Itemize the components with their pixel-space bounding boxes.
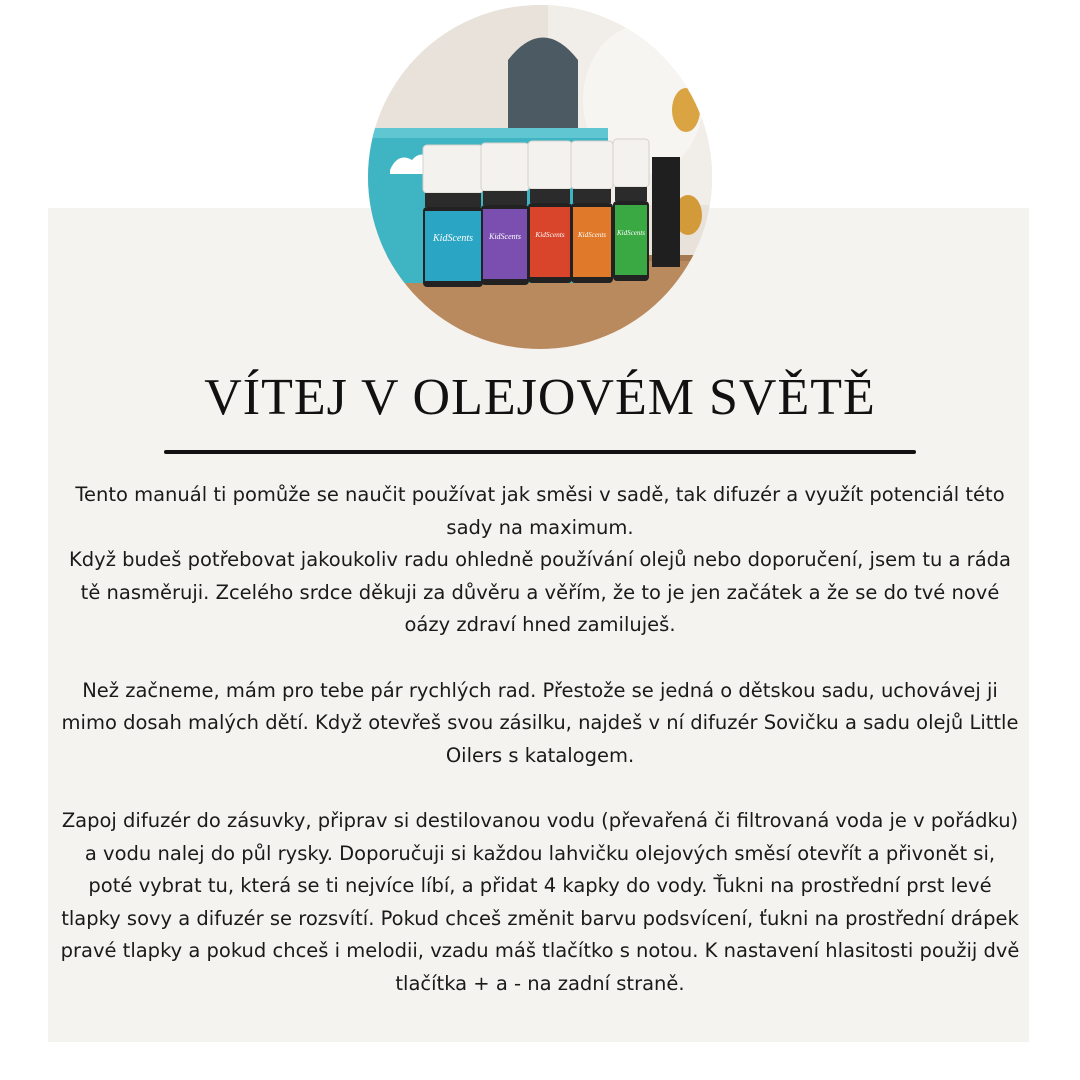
oil-bottle <box>423 145 483 287</box>
manual-text <box>60 479 1020 1001</box>
bottle-label: KidScents <box>535 230 565 239</box>
bottles-group <box>423 139 680 287</box>
paragraph-tips: Než začneme, mám pro tebe pár rychlých rad. Přestože se jedná o dětskou sadu, uchovávej ji mimo dosah malých dětí. Když otevřeš svou zásilku, najdeš v ní difuzér Sovičku a sadu olejů Little Oilers s katalogem. <box>61 678 1019 767</box>
paragraph-instructions: Zapoj difuzér do zásuvky, připrav si destilovanou vodu (převařená či filtrovaná voda je v pořádku) a vodu nalej do půl rysky. Doporučuji si každou lahvičku olejových směsí otevřít a přivonět si, poté vybrat tu, která se ti nejvíce líbí, a přidat 4 kapky do vody. Ťukni na prostřední prst levé tlapky sovy a difuzér se rozsvítí. Pokud chceš změnit barvu podsvícení, ťukni na prostřední drápek pravé tlapky a pokud chceš i melodii, vzadu máš tlačítko s notou. K nastavení hlasitosti použij dvě tlačítka + a - na zadní straně. <box>60 808 1020 995</box>
bottle-label: KidScents <box>489 232 521 241</box>
bottle-label: KidScents <box>578 231 606 239</box>
oil-bottle <box>571 141 613 283</box>
paragraph-intro: Tento manuál ti pomůže se naučit používat jak směsi v sadě, tak difuzér a využít potenciál této sady na maximum. <box>75 483 1005 539</box>
dark-bottle <box>652 157 680 267</box>
oil-bottle <box>613 139 649 281</box>
paragraph-help: Když budeš potřebovat jakoukoliv radu ohledně používání olejů nebo doporučení, jsem tu a ráda tě nasměruji. Zcelého srdce děkuji za důvěru a věřím, že to je jen začátek a že se do tvé nové oázy zdraví hned zamiluješ. <box>69 548 1011 637</box>
page-title: VÍTEJ V OLEJOVÉM SVĚTĚ <box>204 369 876 426</box>
title-underline <box>164 450 916 454</box>
bottle-label: KidScents <box>433 233 473 244</box>
oil-bottles-photo <box>368 5 712 349</box>
bottle-label: KidScents <box>617 229 645 237</box>
oil-bottle <box>481 143 529 285</box>
oil-bottle <box>528 141 572 283</box>
